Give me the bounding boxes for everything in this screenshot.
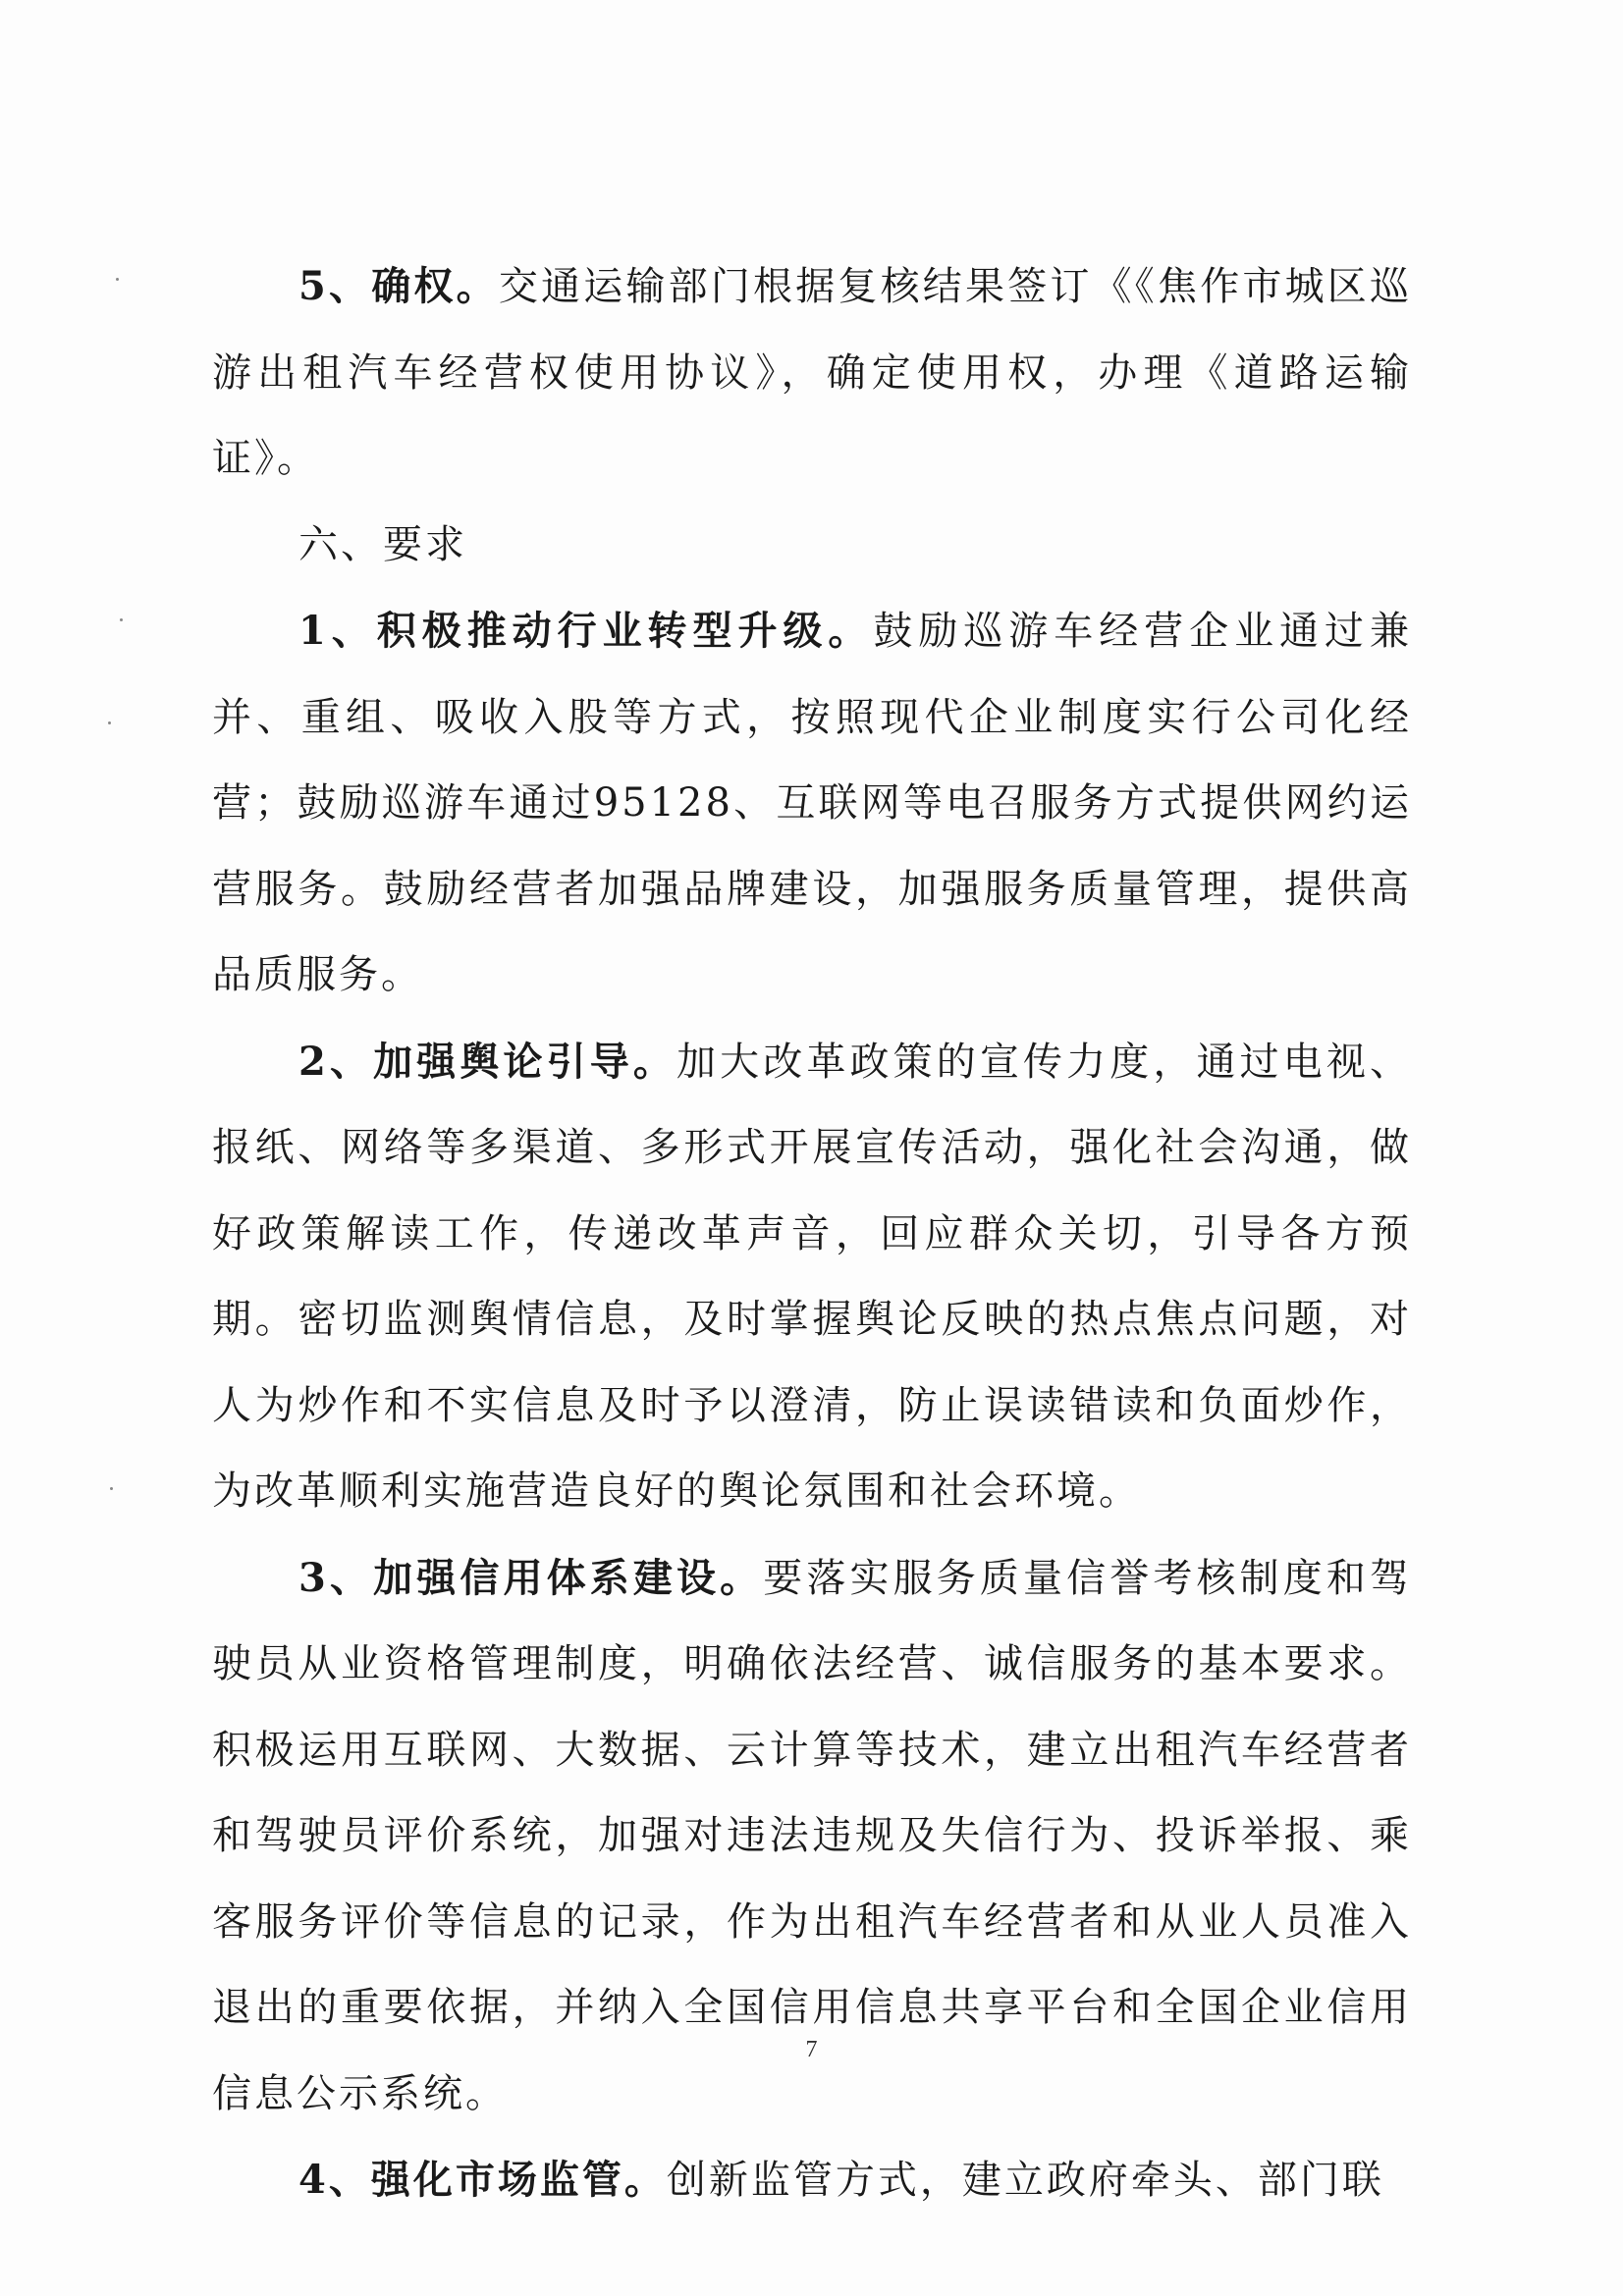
paragraph-lead: 4、强化市场监管。: [298, 2157, 667, 2203]
paragraph-market-supervision: [212, 2137, 1412, 2224]
scan-speck: [110, 1487, 113, 1490]
paragraph-body: 加大改革政策的宣传力度，通过电视、报纸、网络等多渠道、多形式开展宣传活动，强化社会沟通，做好政策解读工作，传递改革声音，回应群众关切，引导各方预期。密切监测舆情信息，及时掌握舆论反映的热点焦点问题，对人为炒作和不实信息及时予以澄清，防止误读错读和负面炒作，为改革顺利实施营造良好的舆论氛围和社会环境。: [212, 1039, 1412, 1514]
paragraph-body: 鼓励巡游车经营企业通过兼并、重组、吸收入股等方式，按照现代企业制度实行公司化经营；鼓励巡游车通过95128、互联网等电召服务方式提供网约运营服务。鼓励经营者加强品牌建设，加强服务质量管理，提供高品质服务。: [212, 609, 1412, 997]
scan-speck: [116, 278, 119, 281]
paragraph-lead: 5、确权。: [298, 263, 499, 309]
section-heading-requirements: 六、要求: [298, 521, 467, 567]
page-number: 7: [805, 2037, 818, 2062]
paragraph-lead: 1、积极推动行业转型升级。: [298, 608, 874, 654]
paragraph-industry-upgrade: [212, 588, 1412, 1019]
paragraph-confirm-rights: [212, 243, 1412, 503]
paragraph-body: 要落实服务质量信誉考核制度和驾驶员从业资格管理制度，明确依法经营、诚信服务的基本要求。积极运用互联网、大数据、云计算等技术，建立出租汽车经营者和驾驶员评价系统，加强对违法违规及失信行为、投诉举报、乘客服务评价等信息的记录，作为出租汽车经营者和从业人员准入退出的重要依据，并纳入全国信用信息共享平台和全国企业信用信息公示系统。: [212, 1555, 1413, 2116]
scan-speck: [120, 618, 123, 621]
paragraph-public-opinion: [212, 1019, 1412, 1535]
paragraph-lead: 3、加强信用体系建设。: [298, 1554, 764, 1601]
scan-speck: [108, 721, 111, 724]
document-body: [212, 243, 1412, 2224]
paragraph-body: 交通运输部门根据复核结果签订《《焦作市城区巡游出租汽车经营权使用协议》，确定使用权，办理《道路运输证》。: [212, 264, 1412, 481]
paragraph-body: 创新监管方式，建立政府牵头、部门联: [666, 2158, 1384, 2203]
paragraph-lead: 2、加强舆论引导。: [298, 1038, 676, 1085]
